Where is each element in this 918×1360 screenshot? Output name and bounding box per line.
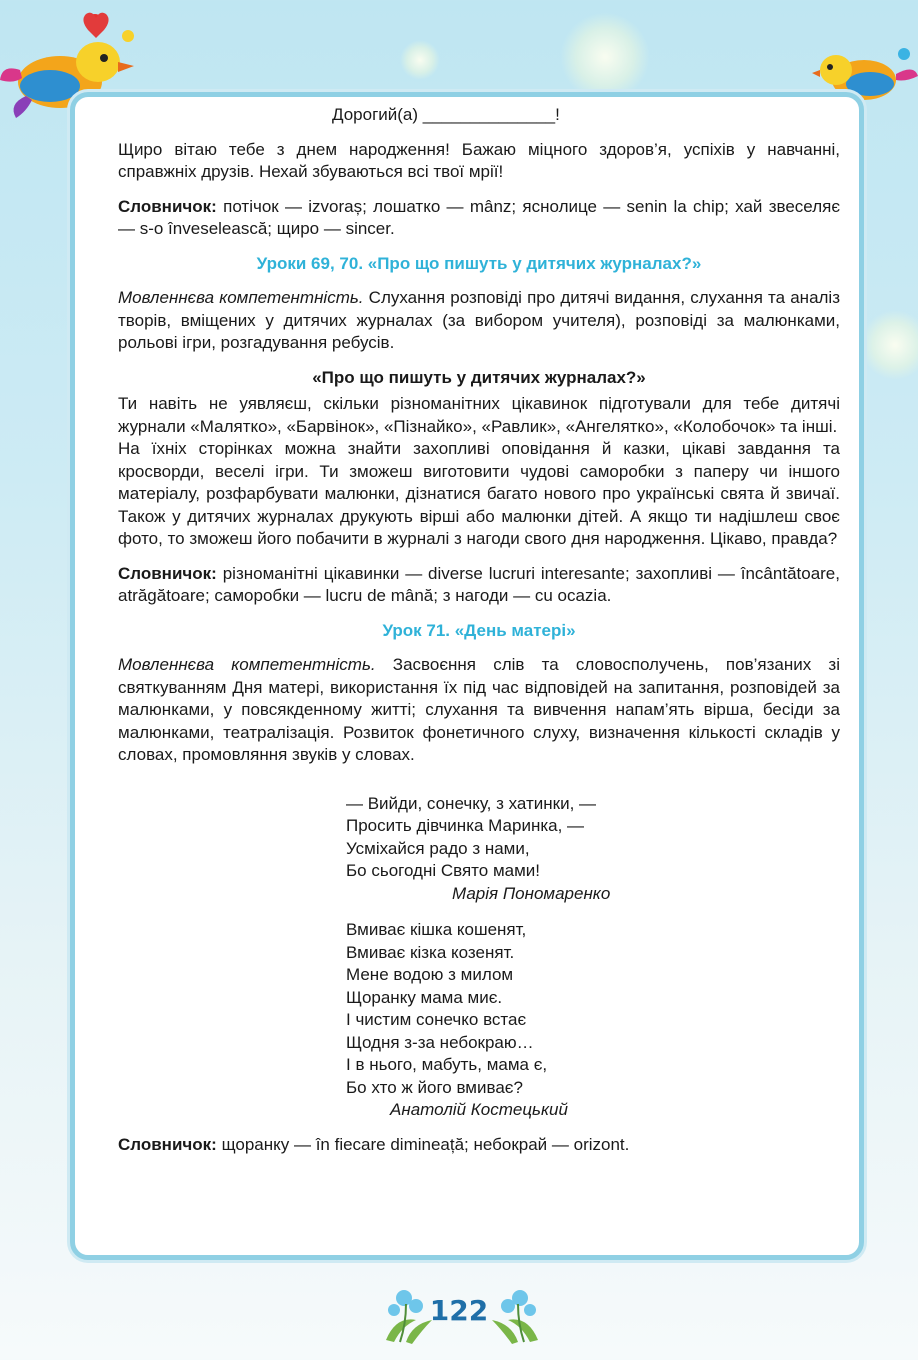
poem-line: Бо хто ж його вмиває? [346,1077,523,1097]
poem-line: Вмиває кішка кошенят, [346,920,527,939]
story-title: «Про що пишуть у дитячих журналах?» [312,367,646,387]
poem-2 [118,919,840,1122]
poem-line: Просить дівчинка Маринка, — [346,816,585,835]
vocabulary-text: різноманітні цікавинки — diverse lucruri interesante; захопливі — încântătoare, atrăgătoare; саморобки — lucru de mână; з нагоди — cu ocazia. [118,563,840,605]
vocabulary-text: потічок — izvoraș; лошатко — mânz; яснолице — senin la chip; хай звеселяє — s-o înveselească; щиро — sincer. [118,196,840,238]
page-number: 122 [429,1294,489,1327]
poem-line: Усміхайся радо з нами, [346,838,530,858]
poem-line: Щоранку мама миє. [346,987,503,1007]
poem-1 [118,793,840,906]
greeting-line: Дорогий(а) ______________! [332,105,560,124]
bokeh-light [860,310,918,380]
poem-author: Анатолій Костецький [390,1100,568,1119]
competence-label: Мовленнєва компетентність. [118,288,364,307]
vocabulary-label: Словничок: [118,196,217,216]
lesson-title-71: Урок 71. «День матері» [382,620,576,640]
vocabulary-1 [118,196,840,241]
lesson-title-69-70: Уроки 69, 70. «Про що пишуть у дитячих журналах?» [256,253,702,273]
poem-line: — Вийди, сонечку, з хатинки, — [346,793,597,813]
bokeh-light [560,12,650,102]
poem-line: Мене водою з милом [346,965,514,984]
vocabulary-label: Словничок: [118,1134,217,1154]
competence-text: Слухання розповіді про дитячі видання, слухання та аналіз творів, вміщених у дитячих журналах (за вибором учителя), розповіді за малюнками, рольові ігри, розгадування ребусів. [118,288,841,352]
story-paragraph-1: Ти навіть не уявляєш, скільки різноманітних цікавинок підготували для тебе дитячі журнали «Малятко», «Барвінок», «Пізнайко», «Равлик», «Ангелятко», «Колобочок» та інші. [118,394,840,436]
competence-text: Засвоєння слів та словосполучень, пов’язаних зі святкуванням Дня матері, використання їх під час відповідей на запитання, розповідей за малюнками, у повсякденному житті; слухання та вивчення напам’ять вірша, бесіди за малюнками, театралізація. Розвиток фонетичного слуху, визначення кількості складів у словах, промовляння звуків у словах. [118,655,841,764]
flower-icon [486,1284,548,1346]
bokeh-light [400,40,440,80]
competence-1 [118,287,840,355]
poem-author: Марія Пономаренко [452,883,611,903]
poem-line: І в нього, мабуть, мама є, [346,1055,548,1074]
poem-line: Бо сьогодні Свято мами! [346,861,541,880]
poem-line: Вмиває кізка козенят. [346,942,515,962]
poem-line: Щодня з-за небокраю… [346,1032,534,1052]
vocabulary-text: щоранку — în fiecare dimineață; небокрай — orizont. [216,1134,630,1154]
story-paragraph-2: На їхніх сторінках можна знайти захопливі оповідання й казки, цікаві завдання та кросворди, веселі ігри. Ти зможеш виготовити чудові саморобки з паперу чи іншого матеріалу, розфарбувати малюнки, дізнатися багато нового про українські свята й звичаї. Також у дитячих журналах друкують вірші або малюнки дітей. А якщо ти надішлеш своє фото, то зможеш його побачити в журналі з нагоди свого дня народження. Цікаво, правда? [118,439,840,548]
page-content [118,104,840,1156]
competence-label: Мовленнєва компетентність. [118,655,376,674]
birthday-wish: Щиро вітаю тебе з днем народження! Бажаю міцного здоров’я, успіхів у навчанні, справжніх друзів. Нехай збуваються всі твої мрії! [118,139,840,181]
vocabulary-2 [118,563,840,608]
poem-line: І чистим сонечко встає [346,1010,527,1029]
vocabulary-3 [118,1134,840,1157]
competence-2 [118,654,840,767]
vocabulary-label: Словничок: [118,563,217,583]
